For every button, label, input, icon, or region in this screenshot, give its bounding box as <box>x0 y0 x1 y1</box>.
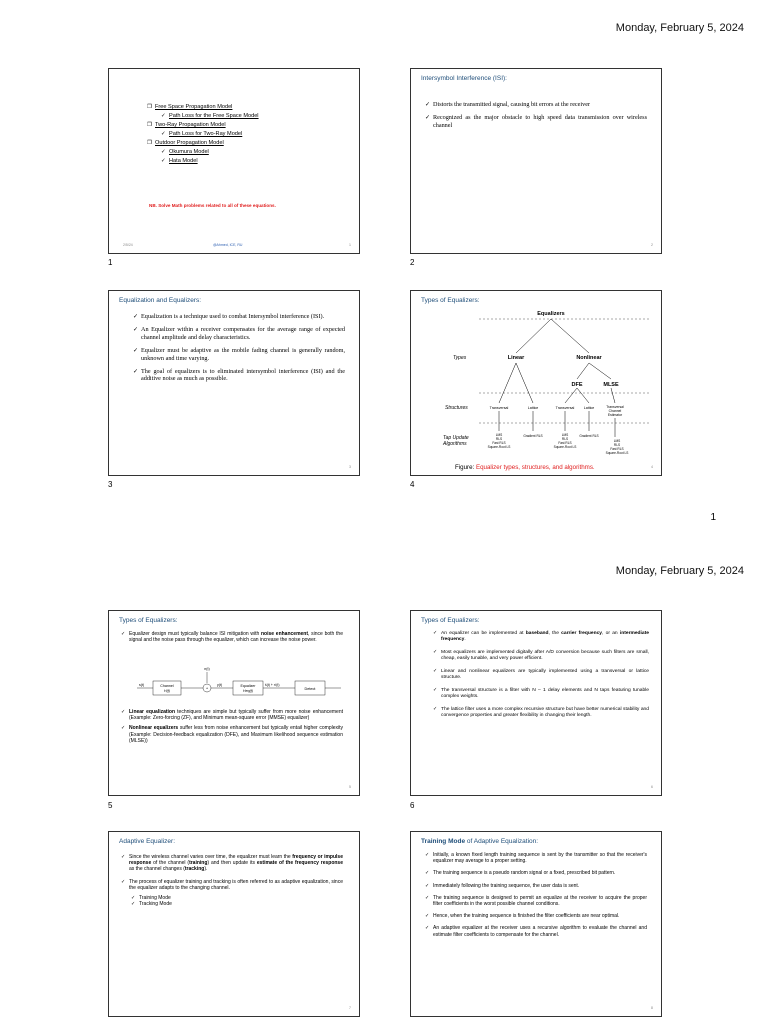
check-icon: ✓ <box>133 368 139 376</box>
equalizer-tree-diagram <box>411 291 662 476</box>
list-item: ✓ Linear equalization techniques are simple but typically suffer from more noise enhancement (Example: Zero-forcing (ZF), and Minimum mean-square error (MMSE) equalizer) <box>121 709 343 722</box>
list-item: ✓ Distorts the transmitted signal, causing bit errors at the receiver <box>425 101 591 108</box>
check-icon: ✓ <box>121 631 126 637</box>
input-signal-label: s(t) <box>139 683 145 687</box>
page-date: Monday, February 5, 2024 <box>615 565 744 577</box>
slide-2 <box>410 68 662 254</box>
check-icon: ✓ <box>425 114 431 122</box>
list-item: ✓ Hata Model <box>161 158 198 164</box>
row-label-algorithms: Algorithms <box>443 441 467 447</box>
bullet-list <box>121 709 343 748</box>
slide-5 <box>108 610 360 796</box>
list-item: ✓ Immediately following the training sequence, the user data is sent. <box>425 882 580 889</box>
transversal-label: Transversal <box>489 406 509 410</box>
algo-rls: RLS <box>613 443 621 447</box>
mlse-label: MLSE <box>603 382 619 388</box>
row-label-types: Types <box>453 355 467 361</box>
check-icon: ✓ <box>161 131 166 137</box>
list-item: ✓ Linear and nonlinear equalizers are typically implemented using a transversal or lattice structure. <box>433 669 649 680</box>
list-item: ✓ An equalizer can be implemented at baseband, the carrier frequency, or an intermediate frequency. <box>433 631 649 642</box>
bullet-list <box>425 852 647 944</box>
list-item: ✓ Recognized as the major obstacle to high speed data transmission over wireless channel <box>425 114 647 129</box>
noise-label: n(t) <box>204 667 210 671</box>
row-label-structures: Structures <box>445 405 468 411</box>
check-icon: ✓ <box>161 149 166 155</box>
algo-lms: LMS <box>613 439 621 443</box>
bullet-list <box>121 631 343 647</box>
page-number: 1 <box>710 512 716 523</box>
slide-7 <box>108 831 360 1017</box>
list-item: ✓ Equalizer must be adaptive as the mobile fading channel is generally random, unknown and time varying. <box>133 347 345 362</box>
slide-title: Types of Equalizers: <box>421 297 480 304</box>
detect-label: Detect <box>304 687 316 691</box>
algo-gradient-rls: Gradient RLS <box>579 434 599 438</box>
slide-6 <box>410 610 662 796</box>
equalizer-label: Equalizer <box>240 684 256 688</box>
slide-label: 1 <box>108 258 113 267</box>
check-icon: ✓ <box>425 894 430 901</box>
algo-rls: RLS <box>561 437 569 441</box>
slide-title: Equalization and Equalizers: <box>119 297 202 304</box>
algo-sqrt-ls: Square-Root LS <box>487 445 511 449</box>
slide-title: Training Mode of Adaptive Equalization: <box>421 838 539 845</box>
lattice-label: Lattice <box>527 406 539 410</box>
algo-lms: LMS <box>561 433 569 437</box>
list-item: ✓ Hence, when the training sequence is finished the filter coefficients are near optimal. <box>425 913 620 920</box>
root-label: Equalizers <box>537 311 565 317</box>
page-date: Monday, February 5, 2024 <box>615 22 744 34</box>
slide-label: 3 <box>108 480 113 489</box>
check-icon: ✓ <box>133 313 139 320</box>
slide-footer-number: 2 <box>651 243 653 247</box>
slide-footer-number: 3 <box>349 465 351 469</box>
check-icon: ✓ <box>425 913 430 920</box>
box-bullet-icon: ❐ <box>147 104 153 110</box>
slide-footer-number: 6 <box>651 785 653 789</box>
row-label-algorithms: Tap Update <box>443 435 469 441</box>
check-icon: ✓ <box>121 725 126 732</box>
list-item: ✓ The transversal structure is a filter with N – 1 delay elements and N taps featuring tunable complex weights. <box>433 688 649 699</box>
check-icon: ✓ <box>425 925 430 932</box>
list-item: ✓ Initially, a known fixed length training sequence is sent by the transmitter so that the receiver's equalizer may average to a proper setting. <box>425 852 647 865</box>
check-icon: ✓ <box>433 650 438 655</box>
slide-footer-author: @Ahmed, ICE, RU <box>213 243 243 247</box>
list-item: ❐ Outdoor Propagation Model <box>147 140 224 146</box>
slide-label: 2 <box>410 258 415 267</box>
algo-fast-rls: Fast RLS <box>558 441 572 445</box>
bullet-list <box>121 854 343 913</box>
check-icon: ✓ <box>425 870 430 877</box>
slide-label: 4 <box>410 480 415 489</box>
check-icon: ✓ <box>161 113 166 119</box>
slide-4 <box>410 290 662 476</box>
slide-footer-number: 8 <box>651 1006 653 1010</box>
check-icon: ✓ <box>131 901 136 908</box>
list-item: ✓ The training sequence is a pseudo random signal or a fixed, prescribed bit pattern. <box>425 870 616 877</box>
tce-label-3: Estimator <box>607 413 623 417</box>
check-icon: ✓ <box>121 854 126 860</box>
sub-list-item: ✓ Training Mode <box>131 895 171 902</box>
list-item: ✓ Equalization is a technique used to combat Intersymbol interference (ISI). <box>133 313 325 320</box>
check-icon: ✓ <box>161 158 166 164</box>
check-icon: ✓ <box>425 101 431 108</box>
check-icon: ✓ <box>433 669 438 674</box>
list-item: ✓ Okumura Model <box>161 149 209 155</box>
slide-footer-number: 4 <box>651 465 653 469</box>
check-icon: ✓ <box>425 882 430 889</box>
check-icon: ✓ <box>433 707 438 712</box>
algo-fast-rls: Fast RLS <box>610 447 624 451</box>
topic-list <box>147 103 259 166</box>
tce-label-1: Transversal <box>606 405 624 409</box>
list-item: ✓ The lattice filter uses a more complex recursive structure but have better numerical stability and convergence properties and greater flexibility in changing their length. <box>433 707 649 718</box>
list-item: ❐ Free Space Propagation Model <box>147 104 233 110</box>
bullet-list <box>425 101 647 135</box>
box-bullet-icon: ❐ <box>147 140 153 146</box>
list-item: ✓ The training sequence is designed to permit an equalize at the receiver to acquire the proper filter coefficients in the worst possible channel conditions. <box>425 894 647 908</box>
bullet-list <box>433 631 649 726</box>
adder-sign: + <box>205 685 209 691</box>
slide-label: 5 <box>108 801 113 810</box>
slide-title: Adaptive Equalizer: <box>119 838 176 845</box>
algo-sqrt-ls: Square-Root LS <box>553 445 577 449</box>
linear-label: Linear <box>507 355 525 361</box>
algo-gradient-rls: Gradient RLS <box>523 434 543 438</box>
slide-title: Types of Equalizers: <box>421 617 480 624</box>
slide-title: Intersymbol Interference (ISI): <box>421 75 507 82</box>
sub-list-item: ✓ Tracking Mode <box>131 901 172 908</box>
received-signal-label: y(t) <box>217 683 223 687</box>
slide-title: Types of Equalizers: <box>119 617 178 624</box>
slide-footer-number: 1 <box>349 243 351 247</box>
channel-tf-label: H(f) <box>164 689 170 693</box>
list-item: ✓ Since the wireless channel varies over time, the equalizer must learn the frequency or impulse response of the channel (training) and then update its estimate of the frequency response as the channel changes (tracking). <box>121 854 343 873</box>
transversal-label: Transversal <box>555 406 575 410</box>
figure-caption: Figure: Equalizer types, structures, and algorithms. <box>455 464 595 471</box>
algo-sqrt-ls: Square-Root LS <box>605 451 629 455</box>
slide-label: 6 <box>410 801 415 810</box>
slide-footer-number: 5 <box>349 785 351 789</box>
check-icon: ✓ <box>133 326 139 334</box>
list-item: ✓ Equalizer design must typically balance ISI mitigation with noise enhancement, since both the signal and the noise pass through the equalizer, which can increase the noise power. <box>121 631 343 644</box>
slide-1 <box>108 68 360 254</box>
check-icon: ✓ <box>121 878 126 885</box>
slide-footer-number: 7 <box>349 1006 351 1010</box>
output-signal-label: ŝ(t) + n'(t) <box>265 683 280 687</box>
check-icon: ✓ <box>121 709 126 715</box>
bullet-list <box>133 313 345 389</box>
box-bullet-icon: ❐ <box>147 122 153 128</box>
list-item: ✓ Path Loss for the Free Space Model <box>161 113 259 119</box>
slide-8 <box>410 831 662 1017</box>
algo-rls: RLS <box>495 437 503 441</box>
nonlinear-label: Nonlinear <box>576 355 602 361</box>
channel-label: Channel <box>160 684 174 688</box>
list-item: ✓ Nonlinear equalizers suffer less from noise enhancement but typically entail higher complexity (Example: Decision-feedback equalization (DFE), and Maximum likelihood sequence estimation (MLSE)) <box>121 725 343 744</box>
list-item: ✓ The goal of equalizers is to eliminated intersymbol interference (ISI) and the additive noise as much as possible. <box>133 368 345 383</box>
check-icon: ✓ <box>131 895 136 902</box>
algo-fast-rls: Fast RLS <box>492 441 506 445</box>
lattice-label: Lattice <box>583 406 595 410</box>
list-item: ❐ Two-Ray Propagation Model <box>147 122 226 128</box>
algo-lms: LMS <box>495 433 503 437</box>
check-icon: ✓ <box>433 688 438 693</box>
slide-footer-date: 2/5/24 <box>123 243 133 247</box>
list-item: ✓ Most equalizers are implemented digitally after A/D conversion because such filters are small, cheap, easily tunable, and very power efficient. <box>433 650 649 661</box>
tce-label-2: Channel <box>608 409 622 413</box>
equalizer-tf-label: Heq(f) <box>243 689 253 693</box>
check-icon: ✓ <box>433 631 438 636</box>
slide-3 <box>108 290 360 476</box>
list-item: ✓ Path Loss for Two-Ray Model <box>161 131 243 137</box>
list-item: ✓ The process of equalizer training and tracking is often referred to as adaptive equalization, since the equalizer adapts to the changing channel. ✓ Training Mode ✓ Tracking Mode <box>121 878 343 908</box>
list-item: ✓ An adaptive equalizer at the receiver uses a recursive algorithm to evaluate the channel and estimate filter coefficients to compensate for the channel. <box>425 925 647 938</box>
list-item: ✓ An Equalizer within a receiver compensates for the average range of expected channel amplitude and delay characteristics. <box>133 326 345 341</box>
dfe-label: DFE <box>571 382 583 388</box>
check-icon: ✓ <box>425 852 430 858</box>
check-icon: ✓ <box>133 347 139 355</box>
note-text: NB. Solve Math problems related to all of these equations. <box>149 203 276 208</box>
